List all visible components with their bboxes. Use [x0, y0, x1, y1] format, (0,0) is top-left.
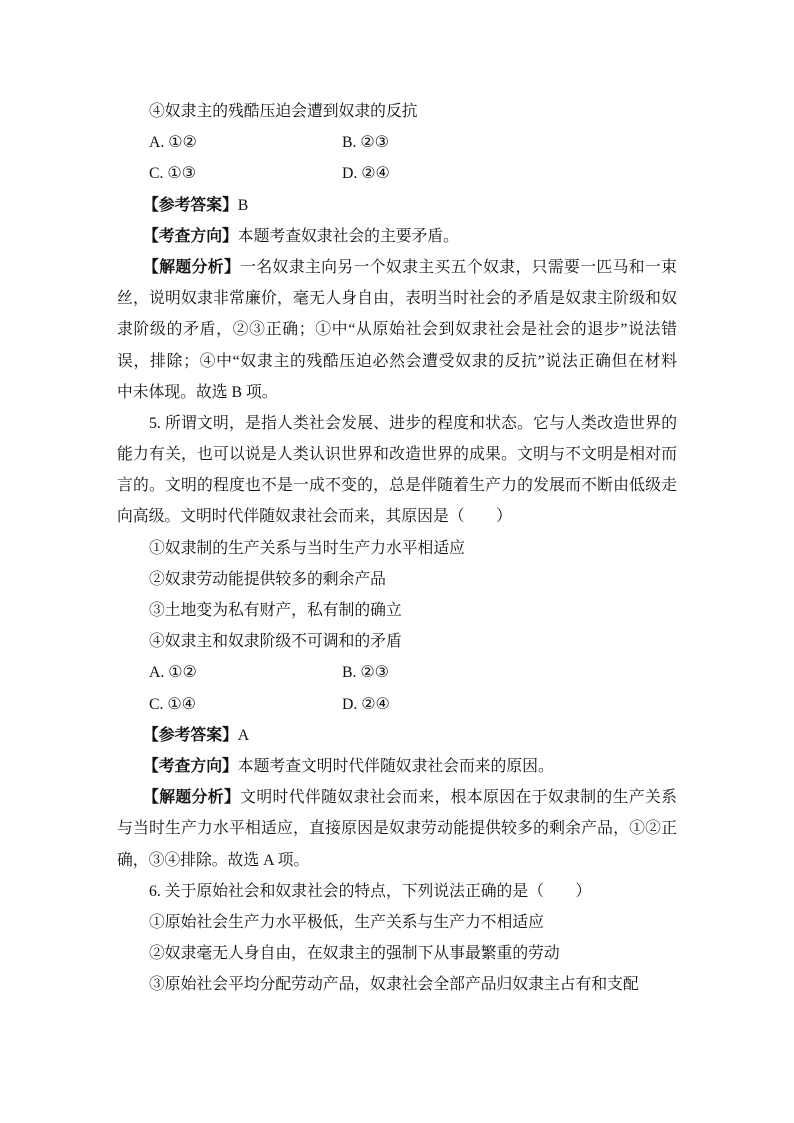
q5-choice-d: D. ②④	[342, 695, 390, 713]
page-content	[117, 96, 677, 1000]
q4-analysis-line-3: 隶阶级的矛盾，②③正确；①中“从原始社会到奴隶社会是社会的退步”说法错	[117, 321, 677, 339]
q4-analysis-line-2: 丝，说明奴隶非常廉价，毫无人身自由，表明当时社会的矛盾是奴隶主阶级和奴	[117, 290, 677, 308]
direction-label: 【考查方向】	[143, 757, 238, 775]
answer-label: 【参考答案】	[143, 726, 238, 744]
q4-analysis-line-4: 误，排除；④中“奴隶主的残酷压迫必然会遭受奴隶的反抗”说法正确但在材料	[117, 352, 677, 370]
analysis-text: 一名奴隶主向另一个奴隶主买五个奴隶，只需要一匹马和一束	[240, 258, 677, 276]
q4-statement-4: ④奴隶主的残酷压迫会遭到奴隶的反抗	[149, 103, 418, 120]
q4-analysis-line-5: 中未体现。故选 B 项。	[117, 383, 278, 401]
q5-statement-1: ①奴隶制的生产关系与当时生产力水平相适应	[149, 539, 465, 557]
q6-statement-1: ①原始社会生产力水平极低，生产关系与生产力不相适应	[149, 913, 544, 931]
q5-choices-row-1	[117, 657, 677, 688]
q5-stem-line-4: 向高级。文明时代伴随奴隶社会而来，其原因是（ ）	[117, 508, 512, 526]
q5-statement-3: ③土地变为私有财产，私有制的确立	[149, 602, 402, 619]
q5-stem-line-3: 言的。文明的程度也不是一成不变的，总是伴随着生产力的发展而不断由低级走	[117, 477, 677, 495]
answer-label: 【参考答案】	[143, 196, 238, 214]
q4-choice-b: B. ②③	[342, 134, 389, 152]
q6-stem: 6. 关于原始社会和奴隶社会的特点，下列说法正确的是（ ）	[149, 882, 592, 900]
q5-choice-a: A. ①②	[149, 664, 197, 682]
q5-answer	[117, 720, 677, 751]
analysis-label: 【解题分析】	[143, 789, 241, 807]
q5-analysis-line-1	[117, 782, 677, 813]
q5-choices-row-2	[117, 689, 677, 720]
q4-choices-row-1	[117, 127, 677, 158]
direction-text: 本题考查奴隶社会的主要矛盾。	[237, 227, 459, 245]
q5-stem-line-1: 5. 所谓文明，是指人类社会发展、进步的程度和状态。它与人类改造世界的	[149, 414, 677, 432]
analysis-text: 文明时代伴随奴隶社会而来，根本原因在于奴隶制的生产关系	[240, 789, 677, 807]
answer-value: A	[237, 726, 250, 744]
q5-choice-c: C. ①④	[149, 695, 196, 713]
q4-choice-d: D. ②④	[342, 165, 390, 183]
q4-direction	[117, 221, 677, 252]
direction-text: 本题考查文明时代伴随奴隶社会而来的原因。	[237, 757, 554, 775]
q4-choice-c: C. ①③	[149, 165, 196, 183]
direction-label: 【考查方向】	[143, 227, 238, 245]
q5-analysis-line-3: 确，③④排除。故选 A 项。	[117, 851, 310, 869]
q6-statement-3: ③原始社会平均分配劳动产品，奴隶社会全部产品归奴隶主占有和支配	[149, 976, 639, 994]
q5-analysis-line-2: 与当时生产力水平相适应，直接原因是奴隶劳动能提供较多的剩余产品，①②正	[117, 820, 677, 838]
analysis-label: 【解题分析】	[143, 258, 241, 276]
answer-value: B	[237, 196, 249, 214]
q4-answer	[117, 190, 677, 221]
q5-direction	[117, 751, 677, 782]
q5-stem-line-2: 能力有关，也可以说是人类认识世界和改造世界的成果。文明与不文明是相对而	[117, 446, 677, 464]
q4-analysis-line-1	[117, 252, 677, 283]
q5-statement-4: ④奴隶主和奴隶阶级不可调和的矛盾	[149, 633, 402, 651]
q5-choice-b: B. ②③	[342, 664, 389, 682]
q6-statement-2: ②奴隶毫无人身自由，在奴隶主的强制下从事最繁重的劳动	[149, 945, 560, 963]
q5-statement-2: ②奴隶劳动能提供较多的剩余产品	[149, 570, 386, 588]
q4-choices-row-2	[117, 158, 677, 189]
q4-choice-a: A. ①②	[149, 134, 197, 152]
